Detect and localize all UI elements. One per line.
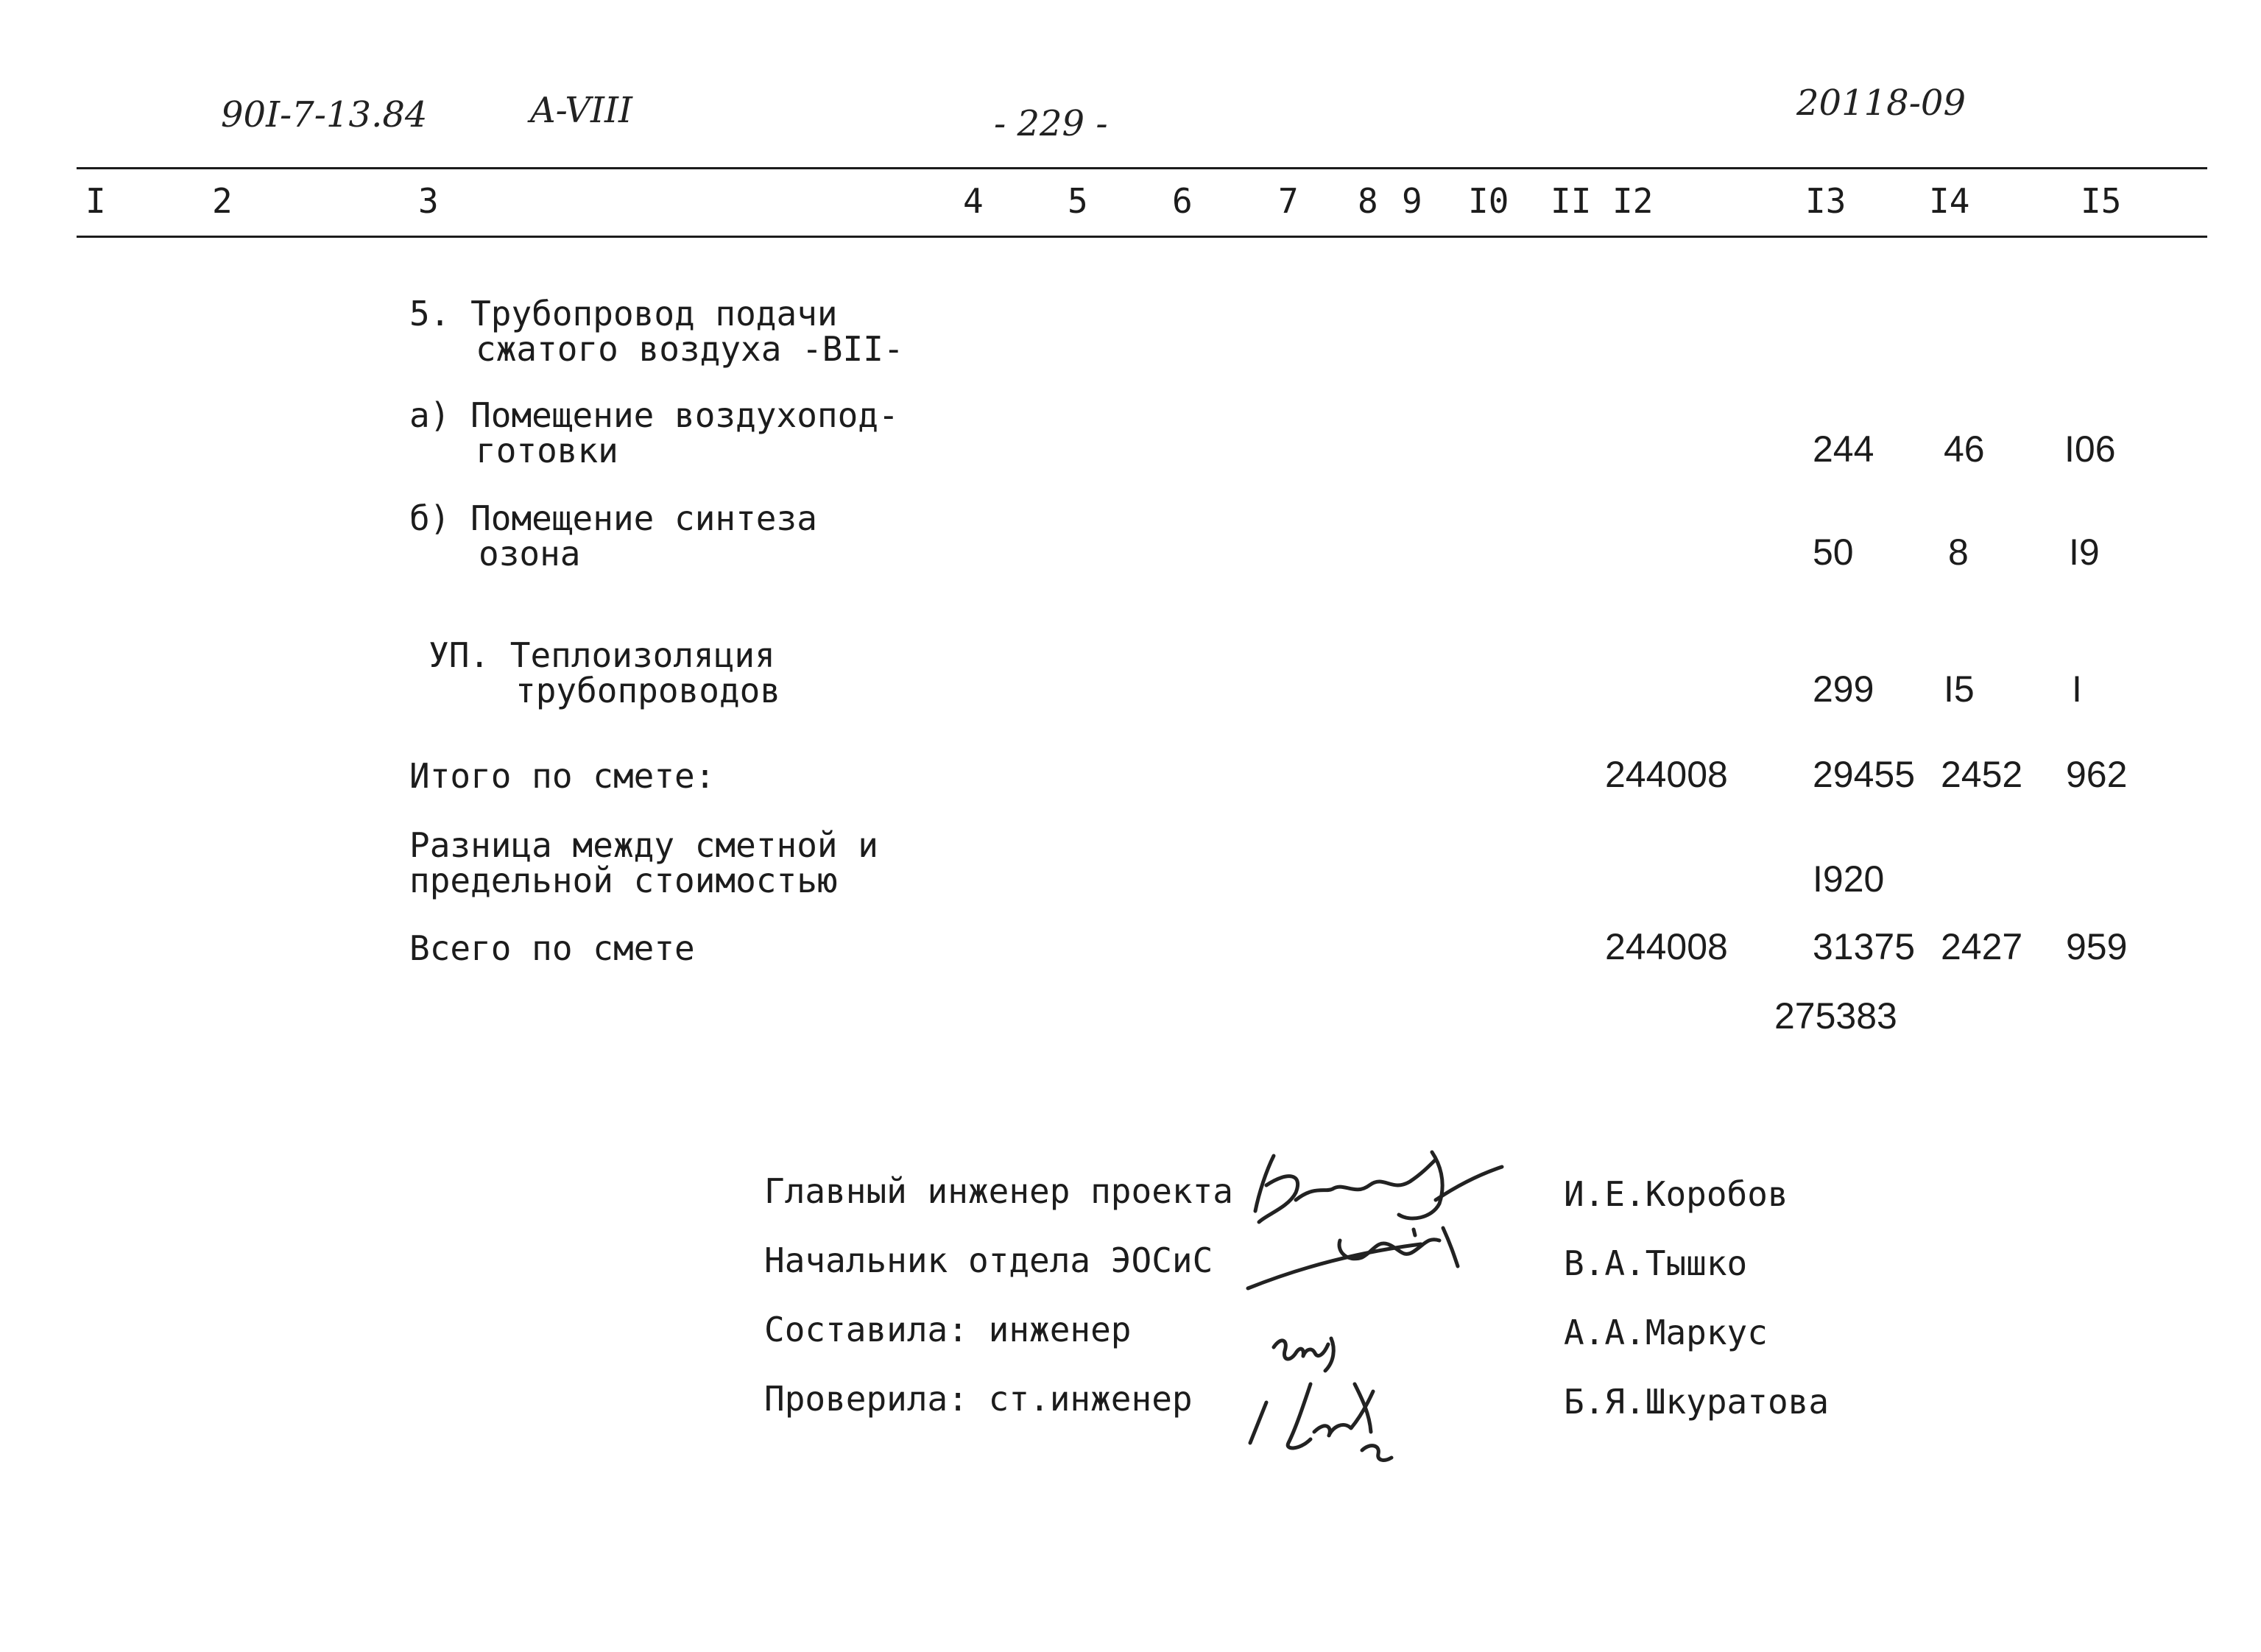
col-2: 2 <box>212 181 233 221</box>
diff-label: Разница между сметной и <box>409 825 878 865</box>
overall-sum: 275383 <box>1774 995 1897 1037</box>
row-b-col13: 50 <box>1813 532 1854 573</box>
row-b-col15: I9 <box>2069 532 2100 573</box>
signature-name-compiled-by: А.А.Маркус <box>1564 1313 1768 1352</box>
total-label: Итого по смете: <box>409 756 716 796</box>
row-b-title-cont: озона <box>479 534 581 573</box>
col-1: I <box>85 181 106 221</box>
doc-code: 90I-7-13.84 <box>221 94 428 135</box>
row-7-title-cont: трубопроводов <box>515 671 781 710</box>
row-5-title-cont: сжатого воздуха -ВII- <box>476 329 904 369</box>
row-a-col15: I06 <box>2064 428 2116 470</box>
signature-role-chief-engineer: Главный инженер проекта <box>764 1171 1233 1211</box>
grand-total-col14: 2427 <box>1941 926 2023 967</box>
row-a-title: а) Помещение воздухопод- <box>409 395 899 435</box>
total-col12: 244008 <box>1605 754 1728 795</box>
header-rule-top <box>77 167 2207 169</box>
row-5-title: 5. Трубопровод подачи <box>409 294 838 333</box>
row-a-col13: 244 <box>1813 428 1874 470</box>
grand-total-col12: 244008 <box>1605 926 1728 967</box>
grand-total-col15: 959 <box>2066 926 2128 967</box>
handwritten-signatures <box>1244 1141 1539 1465</box>
signature-role-checked-by: Проверила: ст.инженер <box>764 1379 1193 1419</box>
signature-name-department-head: В.А.Тышко <box>1564 1243 1748 1283</box>
diff-col13: I920 <box>1813 858 1885 900</box>
diff-label-cont: предельной стоимостью <box>409 861 838 900</box>
signature-name-chief-engineer: И.Е.Коробов <box>1564 1174 1788 1214</box>
grand-total-label: Всего по смете <box>409 928 695 968</box>
total-col13: 29455 <box>1813 754 1916 795</box>
signature-shkuratova <box>1250 1384 1391 1460</box>
signature-role-department-head: Начальник отдела ЭОСиС <box>764 1240 1213 1280</box>
signature-tyshko <box>1248 1228 1458 1288</box>
col-15: I5 <box>2081 181 2122 221</box>
signature-role-compiled-by: Составила: инженер <box>764 1310 1132 1349</box>
col-13: I3 <box>1805 181 1846 221</box>
row-a-col14: 46 <box>1944 428 1985 470</box>
col-6: 6 <box>1172 181 1193 221</box>
col-8: 8 <box>1358 181 1378 221</box>
row-7-col15: I <box>2072 668 2082 710</box>
col-5: 5 <box>1068 181 1088 221</box>
col-11: II <box>1551 181 1592 221</box>
col-10: I0 <box>1468 181 1509 221</box>
total-col14: 2452 <box>1941 754 2023 795</box>
row-7-col14: I5 <box>1944 668 1975 710</box>
row-b-title: б) Помещение синтеза <box>409 498 817 538</box>
page-number: - 229 - <box>994 103 1108 144</box>
col-12: I2 <box>1612 181 1654 221</box>
col-4: 4 <box>963 181 984 221</box>
grand-total-col13: 31375 <box>1813 926 1916 967</box>
signature-korobov <box>1255 1152 1502 1222</box>
row-7-title: УП. Теплоизоляция <box>428 635 775 675</box>
row-a-title-cont: готовки <box>476 431 618 470</box>
col-14: I4 <box>1929 181 1970 221</box>
col-7: 7 <box>1278 181 1299 221</box>
col-9: 9 <box>1402 181 1422 221</box>
col-3: 3 <box>418 181 439 221</box>
row-b-col14: 8 <box>1948 532 1969 573</box>
row-7-col13: 299 <box>1813 668 1874 710</box>
total-col15: 962 <box>2066 754 2128 795</box>
signature-markus <box>1274 1338 1333 1371</box>
signature-name-checked-by: Б.Я.Шкуратова <box>1564 1382 1830 1422</box>
album-code: A-VIII <box>530 90 632 131</box>
archive-number: 20118-09 <box>1796 82 1966 124</box>
header-rule-bottom <box>77 236 2207 238</box>
